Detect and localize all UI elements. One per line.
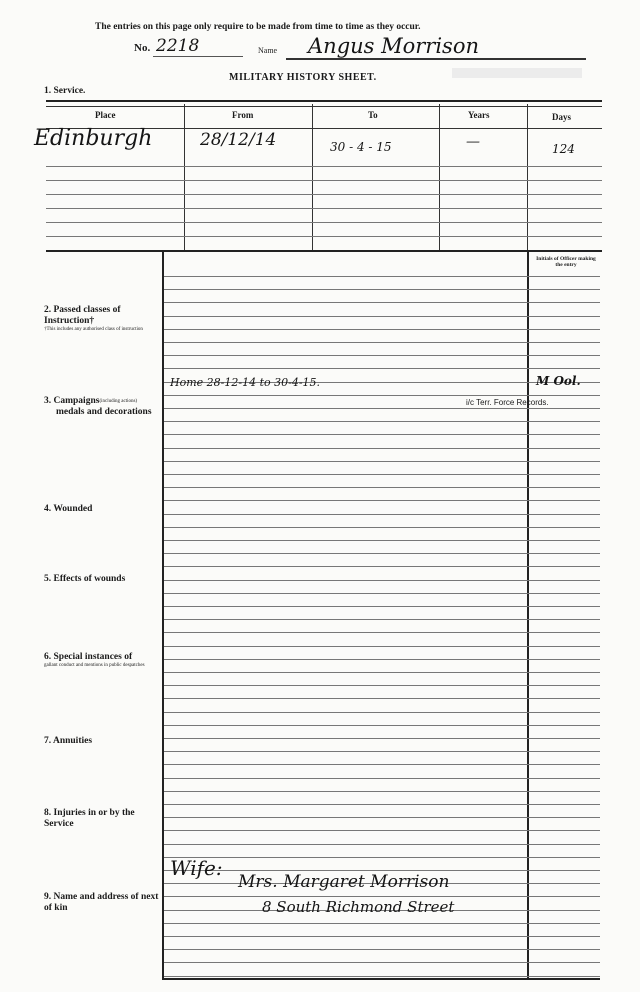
ruled-line bbox=[164, 566, 600, 567]
number-underline bbox=[153, 56, 243, 57]
ruled-line bbox=[164, 857, 600, 858]
ruled-line bbox=[164, 685, 600, 686]
ruled-line bbox=[164, 738, 600, 739]
ruled-line bbox=[164, 949, 600, 950]
ruled-line bbox=[164, 896, 600, 897]
section-annuities-label: 7. Annuities bbox=[44, 736, 93, 746]
ruled-line bbox=[164, 289, 600, 290]
ruled-line bbox=[164, 751, 600, 752]
ruled-line bbox=[164, 500, 600, 501]
name-value: Angus Morrison bbox=[308, 34, 479, 58]
sheet-title: MILITARY HISTORY SHEET. bbox=[229, 72, 377, 83]
ruled-line bbox=[164, 791, 600, 792]
ruled-line bbox=[164, 408, 600, 409]
ruled-line bbox=[164, 725, 600, 726]
service-table-top bbox=[46, 100, 602, 102]
ruled-line bbox=[164, 844, 600, 845]
section-wounded-label: 4. Wounded bbox=[44, 504, 93, 514]
ruled-line bbox=[164, 712, 600, 713]
ruled-line bbox=[164, 302, 600, 303]
ruled-line bbox=[164, 553, 600, 554]
ruled-line bbox=[164, 593, 600, 594]
records-stamp: i/c Terr. Force Records. bbox=[466, 398, 549, 407]
section-special-label: 6. Special instances of gallant conduct and mentions in public despatches bbox=[44, 652, 158, 669]
service-place: Edinburgh bbox=[34, 126, 153, 151]
ruled-line bbox=[164, 976, 600, 977]
service-days: 124 bbox=[552, 142, 575, 156]
ruled-line bbox=[164, 540, 600, 541]
ruled-line bbox=[164, 434, 600, 435]
ruled-line bbox=[164, 606, 600, 607]
ruled-line bbox=[164, 448, 600, 449]
col-days: Days bbox=[552, 112, 572, 122]
number-value: 2218 bbox=[156, 36, 200, 56]
ruled-line bbox=[164, 698, 600, 699]
ruled-line bbox=[164, 632, 600, 633]
header-instruction: The entries on this page only require to be made from time to time as they occur. bbox=[95, 22, 421, 32]
ruled-line bbox=[164, 870, 600, 871]
ruled-line bbox=[164, 474, 600, 475]
section-campaigns-label: 3. Campaigns$^{(including actions)}$ medals and decorations bbox=[44, 396, 152, 417]
ruled-line bbox=[164, 659, 600, 660]
ruled-line bbox=[164, 646, 600, 647]
ruled-line bbox=[164, 923, 600, 924]
ruled-line bbox=[164, 804, 600, 805]
lower-bottom-rule bbox=[162, 978, 600, 980]
service-to: 30 - 4 - 15 bbox=[330, 140, 392, 154]
ruled-line bbox=[164, 342, 600, 343]
name-underline bbox=[286, 58, 586, 60]
ruled-line bbox=[164, 487, 600, 488]
section-instruction-label: 2. Passed classes of Instruction† †This includes any authorised class of instruction bbox=[44, 305, 158, 333]
col-from: From bbox=[232, 110, 254, 120]
ruled-line bbox=[164, 421, 600, 422]
name-label: Name bbox=[258, 46, 278, 55]
service-rule bbox=[46, 194, 602, 195]
col-place: Place bbox=[95, 110, 116, 120]
service-rule bbox=[46, 222, 602, 223]
service-rule bbox=[46, 166, 602, 167]
section-special-note: gallant conduct and mentions in public despatches bbox=[44, 663, 145, 668]
campaigns-entry: Home 28-12-14 to 30-4-15. bbox=[170, 376, 321, 389]
faded-stamp bbox=[452, 68, 582, 78]
ruled-line bbox=[164, 461, 600, 462]
ruled-line bbox=[164, 817, 600, 818]
service-rule bbox=[46, 180, 602, 181]
ruled-line bbox=[164, 316, 600, 317]
ruled-line bbox=[164, 514, 600, 515]
ruled-line bbox=[164, 527, 600, 528]
ruled-line bbox=[164, 355, 600, 356]
section-kin-label: 9. Name and address of next of kin bbox=[44, 892, 159, 913]
service-table-bottom bbox=[46, 250, 602, 252]
service-from: 28/12/14 bbox=[200, 130, 277, 150]
service-rule bbox=[46, 208, 602, 209]
number-label: No. bbox=[134, 42, 151, 54]
ruled-line bbox=[164, 764, 600, 765]
service-years: — bbox=[466, 134, 480, 150]
initials-header: Initials of Officer making the entry bbox=[536, 256, 596, 268]
section-instruction-note: †This includes any authorised class of instruction bbox=[44, 327, 143, 332]
col-to: To bbox=[368, 110, 378, 120]
ruled-line bbox=[164, 778, 600, 779]
ruled-line bbox=[164, 276, 600, 277]
service-label: 1. Service. bbox=[44, 86, 86, 96]
ruled-line bbox=[164, 619, 600, 620]
kin-relation: Wife: bbox=[170, 856, 223, 880]
ruled-line bbox=[164, 672, 600, 673]
ruled-line bbox=[164, 936, 600, 937]
ruled-line bbox=[164, 395, 600, 396]
kin-name: Mrs. Margaret Morrison bbox=[238, 872, 450, 892]
ruled-line bbox=[164, 830, 600, 831]
col-years: Years bbox=[468, 110, 490, 120]
section-injuries-label: 8. Injuries in or by the Service bbox=[44, 808, 135, 829]
ruled-line bbox=[164, 329, 600, 330]
service-rule bbox=[46, 236, 602, 237]
section-effects-label: 5. Effects of wounds bbox=[44, 574, 126, 584]
ruled-line bbox=[164, 962, 600, 963]
ruled-line bbox=[164, 368, 600, 369]
campaigns-initials: M Ool. bbox=[536, 374, 581, 388]
ruled-line bbox=[164, 580, 600, 581]
kin-address: 8 South Richmond Street bbox=[262, 898, 455, 916]
